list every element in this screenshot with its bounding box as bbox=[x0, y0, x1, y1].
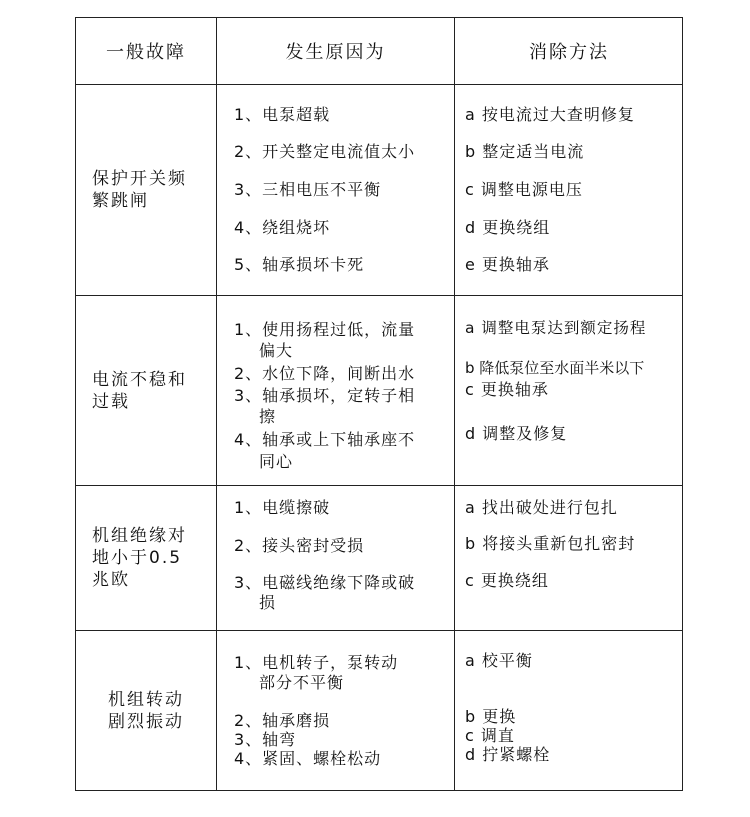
fix-cell-2 bbox=[455, 296, 683, 485]
fault-table bbox=[75, 17, 683, 791]
cause-cell-1 bbox=[217, 85, 454, 295]
fix-item: e 更换轴承 bbox=[465, 255, 550, 274]
cause-item-continued: 偏大 bbox=[259, 341, 294, 360]
fix-item: d 拧紧螺栓 bbox=[465, 745, 551, 764]
fix-item: b 更换 bbox=[465, 707, 517, 726]
fault-text: 兆欧 bbox=[92, 570, 130, 590]
fault-text: 电流不稳和 bbox=[92, 369, 187, 390]
fix-item: b 将接头重新包扎密封 bbox=[465, 534, 636, 553]
cause-cell-3 bbox=[217, 486, 454, 630]
cause-item-continued: 擦 bbox=[259, 407, 277, 426]
cause-item: 4、紧固、螺栓松动 bbox=[234, 749, 382, 768]
fix-cell-4 bbox=[455, 631, 683, 791]
fault-text: 地小于0.5 bbox=[92, 548, 183, 568]
fix-cell-3 bbox=[455, 486, 683, 630]
fix-item: a 找出破处进行包扎 bbox=[465, 498, 618, 517]
fault-cell-4 bbox=[76, 631, 216, 791]
fault-text: 机组绝缘对 bbox=[92, 526, 187, 546]
cause-cell-2 bbox=[217, 296, 454, 485]
header-fix: 消除方法 bbox=[529, 42, 609, 63]
cause-item: 4、轴承或上下轴承座不 bbox=[234, 430, 416, 449]
cause-item: 2、接头密封受损 bbox=[234, 536, 365, 555]
fault-text: 繁跳闸 bbox=[92, 191, 149, 211]
cause-item: 1、使用扬程过低，流量 bbox=[234, 320, 416, 339]
fix-item: c 更换轴承 bbox=[465, 380, 549, 399]
cause-item: 5、轴承损坏卡死 bbox=[234, 255, 365, 274]
header-fault: 一般故障 bbox=[106, 42, 186, 63]
cause-item-continued: 损 bbox=[259, 593, 277, 612]
cause-item: 4、绕组烧坏 bbox=[234, 218, 331, 237]
cause-item: 3、轴弯 bbox=[234, 730, 297, 749]
fix-item: c 更换绕组 bbox=[465, 571, 549, 590]
fix-item: b 整定适当电流 bbox=[465, 142, 585, 161]
fix-item: d 更换绕组 bbox=[465, 218, 551, 237]
fault-text: 剧烈振动 bbox=[108, 712, 184, 732]
fault-cell-3 bbox=[76, 486, 216, 630]
fix-item: c 调直 bbox=[465, 726, 515, 745]
cause-item-continued: 部分不平衡 bbox=[259, 673, 345, 692]
fault-cell-2 bbox=[76, 296, 216, 485]
cause-item: 3、三相电压不平衡 bbox=[234, 180, 382, 199]
fix-item: d 调整及修复 bbox=[465, 424, 568, 443]
cause-item: 1、电泵超载 bbox=[234, 105, 331, 124]
header-cause: 发生原因为 bbox=[285, 42, 386, 63]
fix-cell-1 bbox=[455, 85, 683, 295]
cause-item: 2、轴承磨损 bbox=[234, 711, 331, 730]
fault-cell-1 bbox=[76, 85, 216, 295]
cause-item: 1、电缆擦破 bbox=[234, 498, 331, 517]
cause-item: 2、水位下降，间断出水 bbox=[234, 364, 416, 383]
fault-text: 过载 bbox=[92, 391, 130, 412]
cause-item: 2、开关整定电流值太小 bbox=[234, 142, 416, 161]
fix-item: b 降低泵位至水面半米以下 bbox=[465, 359, 645, 377]
fault-text: 保护开关频 bbox=[92, 169, 187, 189]
cause-item: 3、电磁线绝缘下降或破 bbox=[234, 573, 416, 592]
cause-cell-4 bbox=[217, 631, 454, 791]
fault-text: 机组转动 bbox=[108, 690, 184, 710]
fix-item: a 按电流过大查明修复 bbox=[465, 105, 635, 124]
cause-item-continued: 同心 bbox=[259, 452, 294, 471]
fix-item: a 校平衡 bbox=[465, 651, 533, 670]
fix-item: a 调整电泵达到额定扬程 bbox=[465, 319, 647, 337]
fix-item: c 调整电源电压 bbox=[465, 180, 583, 199]
cause-item: 1、电机转子，泵转动 bbox=[234, 653, 399, 672]
cause-item: 3、轴承损坏，定转子相 bbox=[234, 386, 416, 405]
